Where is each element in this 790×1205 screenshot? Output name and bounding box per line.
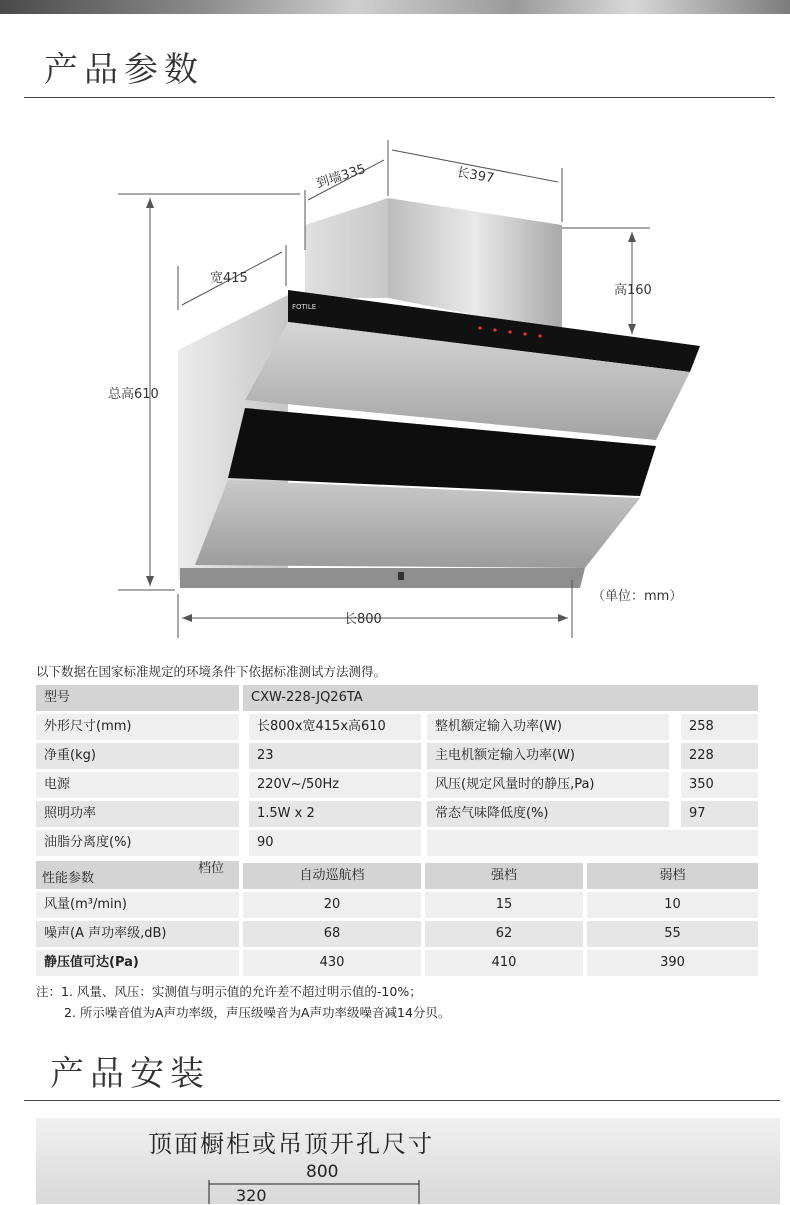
spec-label: 风压(规定风量时的静压,Pa): [427, 772, 669, 798]
perf-value: 55: [587, 921, 758, 947]
spec-value: 23: [249, 743, 421, 769]
spec-value: 90: [249, 830, 421, 856]
model-value: CXW-228-JQ26TA: [243, 685, 758, 711]
spec-label: 电源: [36, 772, 239, 798]
spec-label: 照明功率: [36, 801, 239, 827]
spec-label: 整机额定输入功率(W): [427, 714, 669, 740]
perf-col-header: 弱档: [587, 863, 758, 889]
range-hood-illustration: [0, 110, 790, 650]
spec-value: 1.5W x 2: [249, 801, 421, 827]
dim-label-total-height: 总高610: [108, 387, 159, 402]
section-title-params: 产品参数: [44, 50, 204, 90]
perf-row-label: 静压值可达(Pa): [36, 950, 239, 976]
perf-col-header: 强档: [425, 863, 583, 889]
perf-row-label: 风量(m³/min): [36, 892, 239, 918]
spec-note: 注：1. 风量、风压：实测值与明示值的允许差不超过明示值的-10%；: [36, 984, 422, 999]
spec-value: 228: [681, 743, 758, 769]
spec-value: 220V~/50Hz: [249, 772, 421, 798]
dim-label-wall-depth: 到墙335: [314, 161, 368, 192]
brand-mark: FOTILE: [292, 303, 317, 311]
perf-value: 15: [425, 892, 583, 918]
section-divider: [24, 97, 775, 98]
perf-col-header: 自动巡航档: [243, 863, 421, 889]
spec-intro-text: 以下数据在国家标准规定的环境条件下依据标准测试方法测得。: [36, 664, 387, 679]
dim-label-width: 宽415: [210, 271, 248, 286]
install-subtitle: 顶面橱柜或吊顶开孔尺寸: [148, 1130, 434, 1158]
unit-label: （单位：mm）: [592, 589, 683, 604]
spec-label: 油脂分离度(%): [36, 830, 239, 856]
model-label: 型号: [36, 685, 239, 711]
spec-note: 2. 所示噪音值为A声功率级，声压级噪音为A声功率级噪音减14分贝。: [64, 1005, 451, 1020]
spec-label: 常态气味降低度(%): [427, 801, 669, 827]
perf-value: 68: [243, 921, 421, 947]
perf-row-label: 噪声(A 声功率级,dB): [36, 921, 239, 947]
product-dimension-diagram: [0, 110, 790, 650]
install-dim-320: 320: [236, 1186, 267, 1205]
spec-label: 外形尺寸(mm): [36, 714, 239, 740]
spec-value: 长800x宽415x高610: [249, 714, 421, 740]
perf-value: 430: [243, 950, 421, 976]
spec-label: 净重(kg): [36, 743, 239, 769]
perf-corner-top: 档位: [198, 861, 225, 876]
perf-corner-bottom: 性能参数: [42, 871, 95, 886]
dim-label-length-top: 长397: [455, 165, 496, 187]
dim-label-height-top: 高160: [614, 283, 652, 298]
section-divider: [24, 1100, 780, 1101]
spec-value: 350: [681, 772, 758, 798]
spec-label: 主电机额定输入功率(W): [427, 743, 669, 769]
perf-value: 20: [243, 892, 421, 918]
perf-value: 390: [587, 950, 758, 976]
perf-value: 62: [425, 921, 583, 947]
spec-empty-cell: [427, 830, 758, 856]
spec-value: 97: [681, 801, 758, 827]
section-title-install: 产品安装: [50, 1054, 210, 1094]
install-dim-800: 800: [306, 1162, 339, 1182]
top-banner-image: [0, 0, 790, 14]
perf-value: 410: [425, 950, 583, 976]
perf-value: 10: [587, 892, 758, 918]
dim-label-length-bottom: 长800: [344, 612, 382, 627]
perf-corner-cell: [36, 861, 239, 889]
spec-value: 258: [681, 714, 758, 740]
